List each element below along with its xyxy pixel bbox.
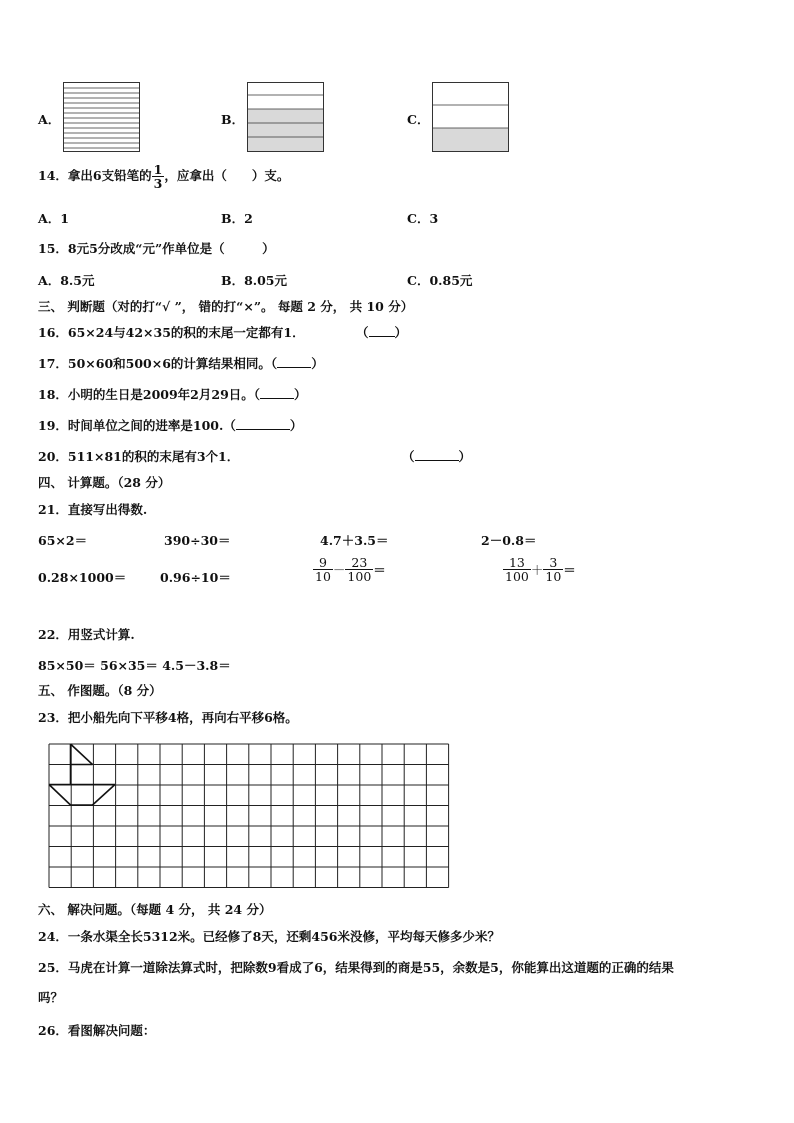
option-b-shaded-figure bbox=[247, 82, 325, 153]
boat-grid bbox=[48, 743, 451, 888]
q14-option-c: C．3 bbox=[407, 211, 439, 226]
option-c-label: C． bbox=[407, 112, 430, 127]
fraction-one-third: $\frac{1}{3}$ bbox=[153, 162, 163, 192]
q18-answer-blank[interactable] bbox=[260, 387, 294, 399]
question-24: 24．一条水渠全长5312米。已经修了8天，还剩456米没修，平均每天修多少米？ bbox=[38, 929, 500, 944]
q19-answer-blank[interactable] bbox=[236, 418, 290, 430]
calc-item: 65×2＝ bbox=[38, 533, 88, 548]
question-22-title: 22．用竖式计算. bbox=[38, 627, 135, 642]
fraction-expression-2: $\frac{13}{100}$ ＋ $\frac{3}{10}$ ＝ bbox=[505, 555, 576, 585]
fraction-expression-1: $\frac{9}{10}$ － $\frac{23}{100}$ ＝ bbox=[315, 555, 386, 585]
question-22-items: 85×50＝ 56×35＝ 4.5－3.8＝ bbox=[38, 658, 231, 673]
question-16: 16．65×24与42×35的积的末尾一定都有1． bbox=[38, 325, 305, 340]
question-25-line-1: 25．马虎在计算一道除法算式时，把除数9看成了6，结果得到的商是55，余数是5，你能算出这道题的正确的结果 bbox=[38, 960, 674, 975]
question-14: 14．拿出6支铅笔的 $\frac{1}{3}$ ，应拿出（ ）支。 bbox=[38, 162, 290, 192]
section-5-heading: 五、 作图题。（8 分） bbox=[38, 683, 162, 698]
calc-item: 390÷30＝ bbox=[164, 533, 231, 548]
q14-option-b: B．2 bbox=[221, 211, 253, 226]
option-a-label: A． bbox=[38, 112, 61, 127]
question-15: 15．8元5分改成“元”作单位是（ ） bbox=[38, 241, 275, 256]
option-a-striped-figure bbox=[63, 82, 141, 153]
calc-item: 4.7＋3.5＝ bbox=[320, 533, 389, 548]
question-17: 17．50×60和500×6的计算结果相同。（ ） bbox=[38, 356, 324, 371]
q15-option-a: A．8.5元 bbox=[38, 273, 95, 288]
question-18: 18．小明的生日是2009年2月29日。（ ） bbox=[38, 387, 307, 402]
q14-option-a: A．1 bbox=[38, 211, 69, 226]
question-25-line-2: 吗？ bbox=[38, 990, 64, 1005]
calc-item: 2－0.8＝ bbox=[481, 533, 537, 548]
question-26: 26．看图解决问题： bbox=[38, 1023, 156, 1038]
boat-shape bbox=[49, 744, 115, 805]
question-20: 20．511×81的积的末尾有3个1． bbox=[38, 449, 240, 464]
q16-answer-blank[interactable]: （ ） bbox=[356, 325, 408, 340]
section-3-heading: 三、 判断题（对的打“√ ”， 错的打“×”。 每题 2 分， 共 10 分） bbox=[38, 299, 414, 314]
question-19: 19．时间单位之间的进率是100.（ ） bbox=[38, 418, 303, 433]
q17-answer-blank[interactable] bbox=[277, 356, 311, 368]
option-c-shaded-figure bbox=[432, 82, 510, 153]
section-4-heading: 四、 计算题。（28 分） bbox=[38, 475, 171, 490]
section-6-heading: 六、 解决问题。（每题 4 分， 共 24 分） bbox=[38, 902, 272, 917]
q15-option-b: B．8.05元 bbox=[221, 273, 288, 288]
question-21-title: 21．直接写出得数. bbox=[38, 502, 148, 517]
option-b-label: B． bbox=[221, 112, 245, 127]
calc-item: 0.28×1000＝ bbox=[38, 570, 127, 585]
question-23-title: 23．把小船先向下平移4格，再向右平移6格。 bbox=[38, 710, 298, 725]
calc-item: 0.96÷10＝ bbox=[160, 570, 231, 585]
q15-option-c: C．0.85元 bbox=[407, 273, 473, 288]
q20-answer-blank[interactable]: （ ） bbox=[402, 449, 472, 464]
